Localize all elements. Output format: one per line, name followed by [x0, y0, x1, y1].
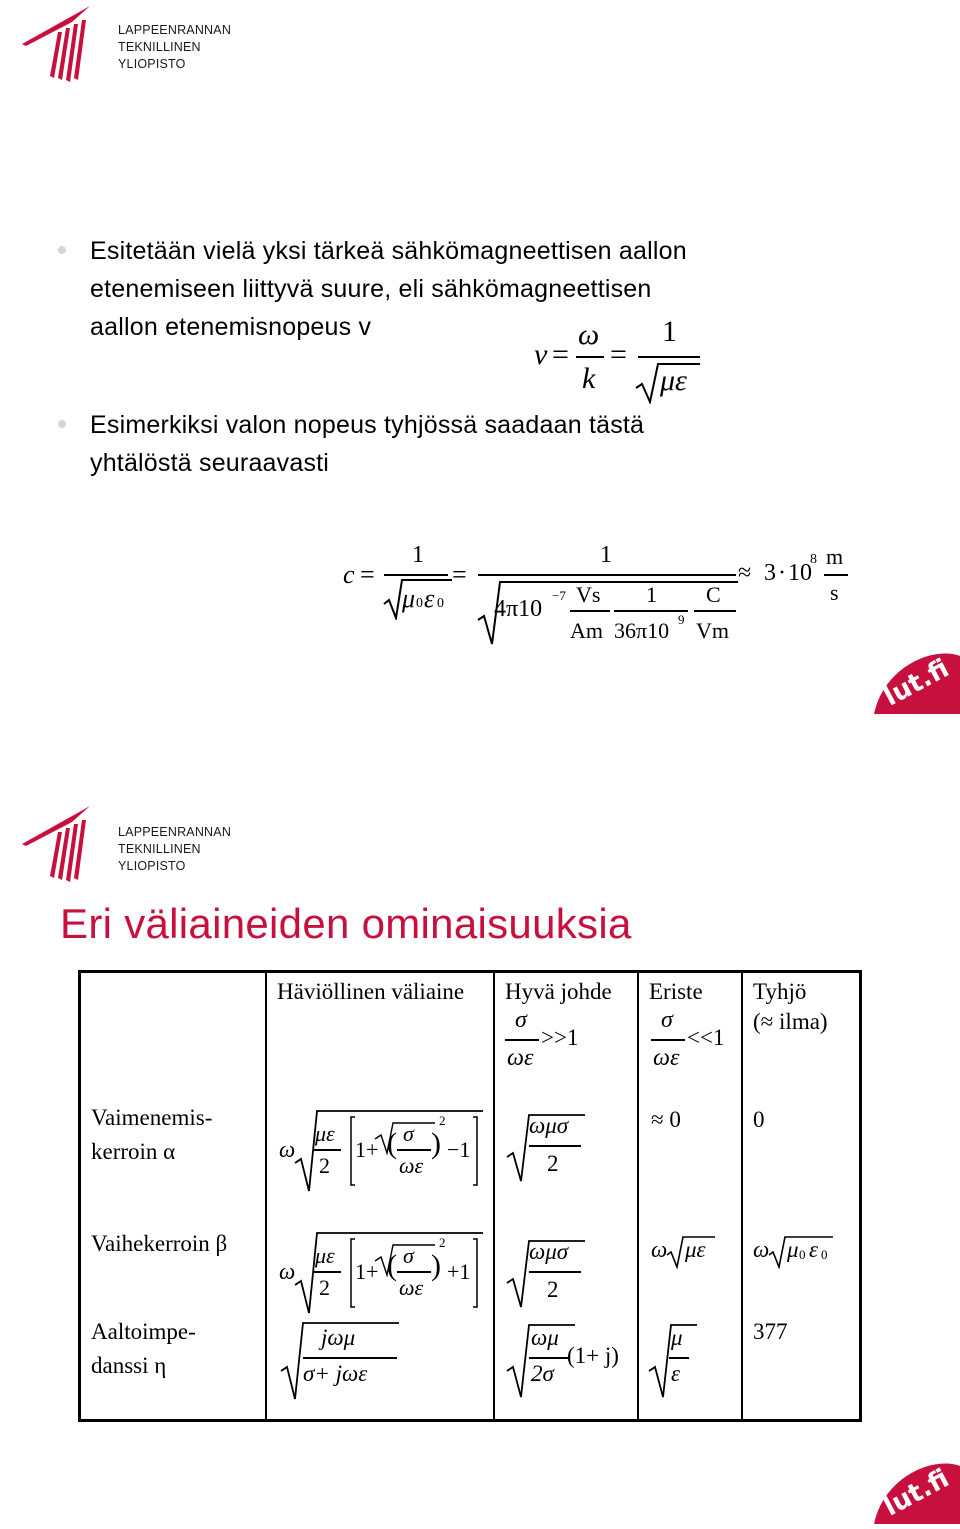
good-bar: [529, 1271, 581, 1273]
eq1-one: 1: [662, 315, 677, 348]
header-dielectric: Eriste: [649, 979, 703, 1004]
eq2-equals-2: =: [452, 560, 467, 589]
row-phase-label: Vaihekerroin β: [91, 1231, 228, 1256]
lossy-square: 2: [439, 1235, 446, 1250]
diel-omega: ω: [651, 1237, 668, 1262]
lossy-paren-open: (: [387, 1127, 397, 1160]
good-omega-mu-sigma: ωμσ: [529, 1113, 569, 1138]
lossy-two: 2: [319, 1153, 330, 1178]
lossy-mu-eps: με: [315, 1121, 335, 1146]
eq2-mu-sub: 0: [416, 596, 423, 611]
eq1-v: v: [534, 338, 548, 371]
eq2-approx: ≈: [738, 560, 752, 586]
vac-eps-sub: 0: [821, 1247, 828, 1262]
col-divider: [493, 973, 495, 1419]
lossy-omega-eps: ωε: [399, 1153, 424, 1178]
eq2-c-bar: [694, 610, 736, 612]
lossy-j-omega-mu: jωμ: [321, 1325, 356, 1350]
lossy-bar: [313, 1271, 341, 1273]
eq1-equals: =: [552, 338, 569, 371]
eq2-4pi: 4π10: [494, 596, 543, 622]
good-two: 2: [547, 1277, 559, 1302]
lossy-omega: ω: [279, 1259, 296, 1284]
good-bar: [529, 1357, 569, 1359]
header-good-sigma: σ: [515, 1007, 527, 1033]
col-divider: [637, 973, 639, 1419]
eq2-vs-bar: [570, 610, 610, 612]
page-title: Eri väliaineiden ominaisuuksia: [60, 900, 632, 947]
eq2-mu: μ: [402, 584, 416, 613]
eq2-pi-bar: [614, 610, 688, 612]
lossy-sigma: σ: [403, 1121, 414, 1146]
eq2-one: 1: [412, 542, 424, 568]
logo-text: [118, 22, 231, 73]
row-attenuation-label-2: kerroin α: [91, 1139, 176, 1164]
logo-mark-icon: [20, 806, 100, 882]
bullet-1-line-3: aallon etenemisnopeus v: [90, 313, 372, 341]
eq2-c: c: [343, 560, 355, 589]
vac-mu: μ: [787, 1237, 799, 1262]
lossy-two: 2: [319, 1275, 330, 1300]
bullet-1-line-2: etenemiseen liittyvä suure, eli sähkömagneettisen: [90, 275, 652, 303]
eq2-m: m: [826, 544, 844, 569]
lossy-sigma: σ: [403, 1243, 414, 1268]
eq2-s: s: [830, 580, 839, 605]
lossy-one-plus: 1+: [355, 1259, 379, 1284]
bullet-dot: [58, 420, 66, 428]
logo-mark-icon: [20, 6, 100, 82]
header-diel-bar: [651, 1039, 685, 1041]
eq2-c-unit: C: [706, 582, 721, 607]
eq2-vm: Vm: [696, 618, 729, 643]
properties-table: [78, 970, 862, 1422]
eq2-am: Am: [570, 618, 603, 643]
lossy-inner-bar: [397, 1271, 431, 1273]
eq1-mu-eps: με: [660, 364, 687, 397]
lossy-omega: ω: [279, 1137, 296, 1162]
eq2-dot: ·: [778, 560, 786, 586]
lossy-bar: [303, 1357, 397, 1359]
bullet-2-text: [90, 406, 644, 482]
diel-eps: ε: [671, 1361, 681, 1386]
eq1-equals-2: =: [610, 338, 627, 371]
university-logo: [20, 806, 232, 887]
lossy-inner-bar: [397, 1149, 431, 1151]
logo-line-1: LAPPEENRANNAN: [118, 825, 232, 839]
good-one-plus-j: (1+ j): [567, 1343, 619, 1368]
eq2-exp-9: 9: [678, 612, 685, 627]
lossy-mu-eps: με: [315, 1243, 335, 1268]
row-impedance-label-2: danssi η: [91, 1353, 167, 1378]
lossy-tail: +1: [447, 1259, 471, 1284]
bullet-1-line-1: Esitetään vielä yksi tärkeä sähkömagneettisen aallon: [90, 237, 687, 265]
good-omega-mu: ωμ: [531, 1325, 559, 1350]
bullet-2-line-1: Esimerkiksi valon nopeus tyhjössä saadaan tästä: [90, 411, 645, 439]
bullet-dot: [58, 246, 66, 254]
vac-eps: ε: [809, 1237, 819, 1262]
slide-2: [0, 760, 960, 1524]
eq2-ten: 10: [788, 560, 812, 586]
eq2-fraction-bar-2: [478, 574, 736, 576]
lutfi-badge: [874, 646, 960, 719]
header-vacuum-note: (≈ ilma): [753, 1009, 828, 1034]
eq2-three: 3: [764, 560, 776, 586]
lossy-square: 2: [439, 1113, 446, 1128]
lossy-bar: [313, 1149, 341, 1151]
lutfi-badge-text: lut.fi: [878, 1463, 955, 1523]
eq2-equals: =: [360, 560, 375, 589]
eq1-fraction-bar-2: [638, 356, 700, 358]
eq2-unit-bar: [824, 574, 848, 576]
logo-line-1: LAPPEENRANNAN: [118, 23, 232, 37]
lossy-tail: −1: [447, 1137, 471, 1162]
header-lossy: Häviöllinen väliaine: [277, 979, 465, 1004]
slide-1: [0, 0, 960, 760]
university-logo: [20, 6, 232, 87]
header-good-conductor: Hyvä johde: [505, 979, 612, 1004]
header-good-bar: [505, 1039, 539, 1041]
header-good-relation: >>1: [541, 1025, 579, 1050]
eq2-fraction-bar-1: [384, 574, 448, 576]
eq1-omega: ω: [578, 318, 600, 351]
eq2-one-3: 1: [646, 582, 657, 607]
logo-line-2: TEKNILLINEN YLIOPISTO: [118, 842, 201, 873]
row-attenuation-vacuum: 0: [753, 1107, 765, 1132]
lutfi-badge-text: lut.fi: [878, 653, 955, 713]
col-divider: [741, 973, 743, 1419]
eq1-k: k: [582, 362, 596, 395]
lutfi-badge: [874, 1456, 960, 1529]
good-two: 2: [547, 1151, 559, 1176]
header-vacuum: Tyhjö: [753, 979, 807, 1004]
header-good-omega-eps: ωε: [507, 1045, 534, 1071]
bullet-2-line-2: yhtälöstä seuraavasti: [90, 449, 330, 477]
diel-mu-eps: με: [685, 1237, 706, 1262]
eq2-exp-m7: −7: [552, 588, 566, 603]
diel-mu: μ: [671, 1325, 683, 1350]
diel-bar: [669, 1357, 689, 1359]
header-diel-relation: <<1: [687, 1025, 725, 1050]
eq2-vs: Vs: [576, 582, 601, 607]
eq2-36pi: 36π10: [614, 618, 670, 643]
header-diel-omega-eps: ωε: [653, 1045, 680, 1071]
eq2-eps-sub: 0: [437, 596, 444, 611]
vac-mu-sub: 0: [799, 1247, 806, 1262]
eq2-exp-8: 8: [810, 552, 817, 567]
row-impedance-vacuum: 377: [753, 1319, 788, 1344]
good-omega-mu-sigma: ωμσ: [529, 1239, 569, 1264]
lossy-paren-close: ): [431, 1127, 441, 1160]
good-two-sigma: 2σ: [531, 1361, 554, 1386]
lossy-paren-open: (: [387, 1249, 397, 1282]
vac-omega: ω: [753, 1237, 770, 1262]
row-impedance-label-1: Aaltoimpe-: [91, 1319, 196, 1344]
row-attenuation-label-1: Vaimenemis-: [91, 1105, 213, 1130]
eq2-one-2: 1: [600, 542, 612, 568]
eq2-eps: ε: [424, 584, 435, 613]
logo-text: [118, 824, 231, 875]
lossy-paren-close: ): [431, 1249, 441, 1282]
logo-line-2: TEKNILLINEN YLIOPISTO: [118, 40, 201, 71]
header-diel-sigma: σ: [661, 1007, 673, 1033]
lossy-one-plus: 1+: [355, 1137, 379, 1162]
lossy-omega-eps: ωε: [399, 1275, 424, 1300]
row-attenuation-dielectric: ≈ 0: [651, 1107, 681, 1132]
lossy-sigma-j-omega-eps: σ+ jωε: [303, 1361, 368, 1386]
col-divider: [265, 973, 267, 1419]
good-bar: [529, 1145, 581, 1147]
eq1-fraction-bar: [576, 356, 604, 358]
